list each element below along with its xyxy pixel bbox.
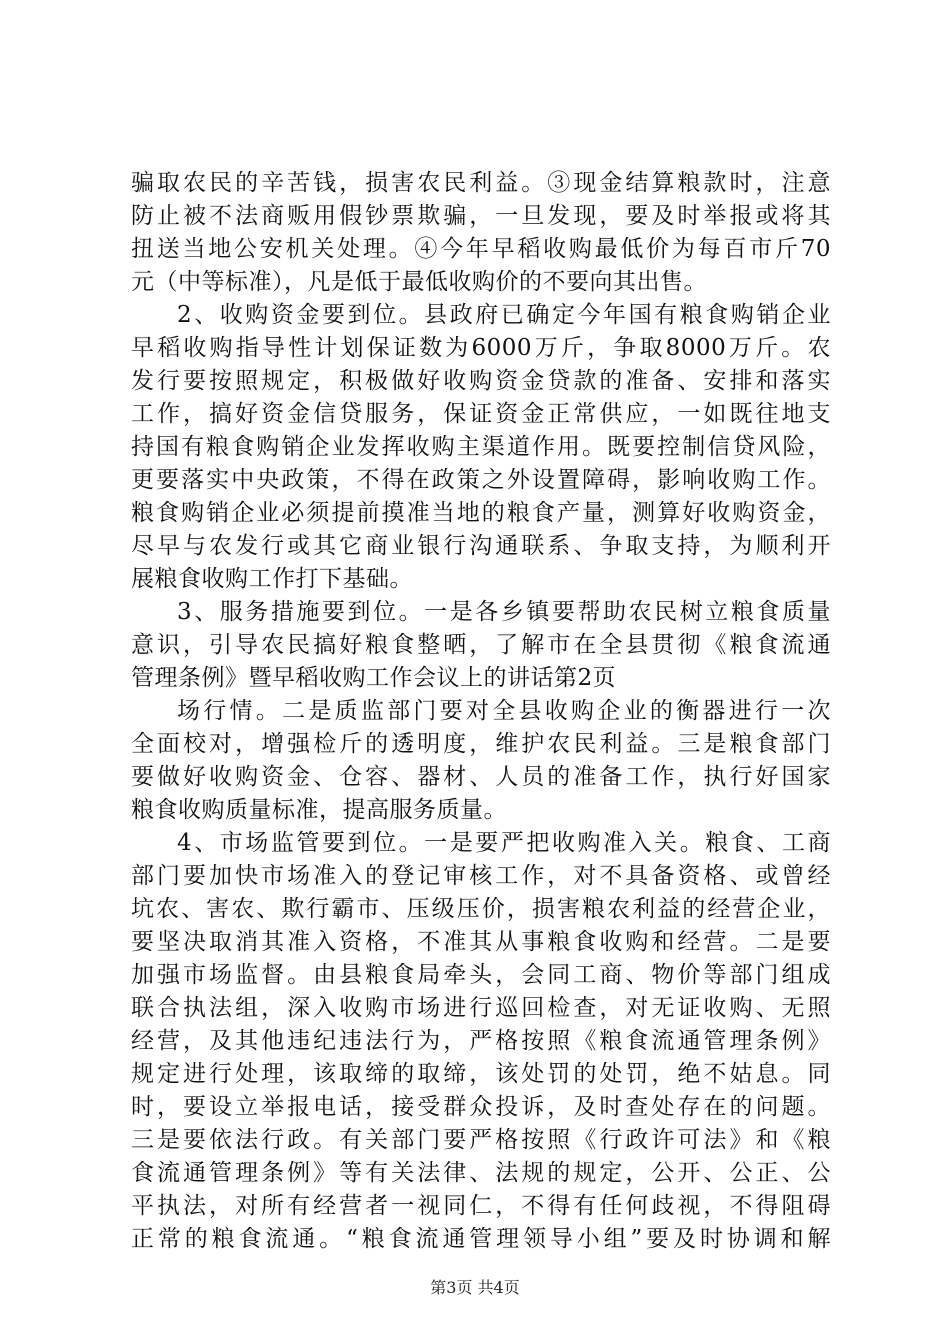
text-line: 全面校对，增强检斤的透明度，维护农民利益。三是粮食部门 xyxy=(131,731,831,757)
body-text xyxy=(131,167,831,1256)
text-line: 部门要加快市场准入的登记审核工作，对不具备资格、或曾经 xyxy=(131,863,831,889)
text-line: 要做好收购资金、仓容、器材、人员的准备工作，执行好国家 xyxy=(131,764,831,790)
text-line: 加强市场监督。由县粮食局牵头，会同工商、物价等部门组成 xyxy=(131,962,831,988)
text-line: 场行情。二是质监部门要对全县收购企业的衡器进行一次 xyxy=(177,698,831,724)
text-line: 4、市场监管要到位。一是要严把收购准入关。粮食、工商 xyxy=(177,830,831,856)
text-line: 2、收购资金要到位。县政府已确定今年国有粮食购销企业 xyxy=(177,302,831,328)
text-line: 规定进行处理，该取缔的取缔，该处罚的处罚，绝不姑息。同 xyxy=(131,1061,831,1087)
text-line: 平执法，对所有经营者一视同仁，不得有任何歧视，不得阻碍 xyxy=(131,1193,831,1219)
text-line: 工作，搞好资金信贷服务，保证资金正常供应，一如既往地支 xyxy=(131,401,831,427)
text-line: 正常的粮食流通。“粮食流通管理领导小组”要及时协调和解 xyxy=(131,1226,831,1252)
text-line: 更要落实中央政策，不得在政策之外设置障碍，影响收购工作。 xyxy=(131,467,831,493)
text-line: 骗取农民的辛苦钱，损害农民利益。③现金结算粮款时，注意 xyxy=(131,170,831,196)
text-line: 管理条例》暨早稻收购工作会议上的讲话第2页 xyxy=(131,665,617,691)
text-line: 早稻收购指导性计划保证数为6000万斤，争取8000万斤。农 xyxy=(131,335,831,361)
text-line: 坑农、害农、欺行霸市、压级压价，损害粮农利益的经营企业， xyxy=(131,896,831,922)
text-line: 扭送当地公安机关处理。④今年早稻收购最低价为每百市斤70 xyxy=(131,236,831,262)
text-line: 经营，及其他违纪违法行为，严格按照《粮食流通管理条例》 xyxy=(131,1028,831,1054)
text-line: 时，要设立举报电话，接受群众投诉，及时查处存在的问题。 xyxy=(131,1094,831,1120)
text-line: 3、服务措施要到位。一是各乡镇要帮助农民树立粮食质量 xyxy=(177,599,831,625)
text-line: 要坚决取消其准入资格，不准其从事粮食收购和经营。二是要 xyxy=(131,929,831,955)
page-footer: 第3页 共4页 xyxy=(430,1278,520,1297)
text-line: 防止被不法商贩用假钞票欺骗，一旦发现，要及时举报或将其 xyxy=(131,203,831,229)
text-line: 粮食购销企业必须提前摸准当地的粮食产量，测算好收购资金， xyxy=(131,500,831,526)
text-line: 持国有粮食购销企业发挥收购主渠道作用。既要控制信贷风险， xyxy=(131,434,831,460)
text-line: 意识，引导农民搞好粮食整晒，了解市在全县贯彻《粮食流通 xyxy=(131,632,831,658)
text-line: 展粮食收购工作打下基础。 xyxy=(131,566,413,592)
text-line: 尽早与农发行或其它商业银行沟通联系、争取支持，为顺利开 xyxy=(131,533,831,559)
text-line: 元（中等标准），凡是低于最低收购价的不要向其出售。 xyxy=(131,269,707,295)
text-line: 联合执法组，深入收购市场进行巡回检查，对无证收购、无照 xyxy=(131,995,831,1021)
text-line: 三是要依法行政。有关部门要严格按照《行政许可法》和《粮 xyxy=(131,1127,831,1153)
text-line: 食流通管理条例》等有关法律、法规的规定，公开、公正、公 xyxy=(131,1160,831,1186)
text-line: 发行要按照规定，积极做好收购资金贷款的准备、安排和落实 xyxy=(131,368,831,394)
text-line: 粮食收购质量标准，提高服务质量。 xyxy=(131,797,507,823)
